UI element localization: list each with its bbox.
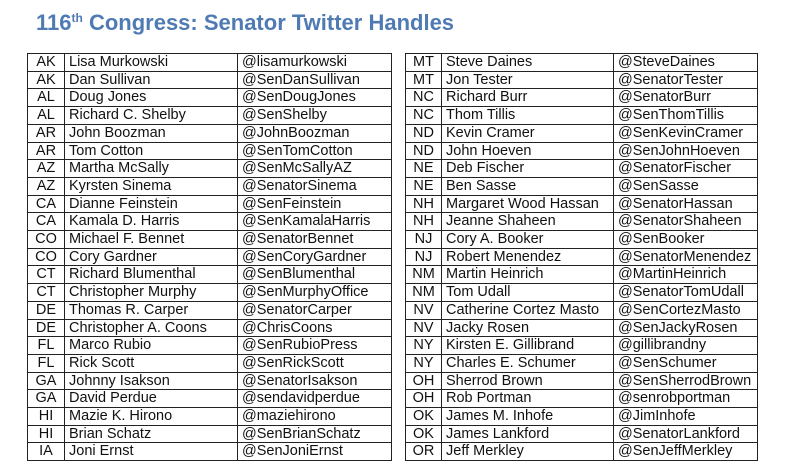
- twitter-handle-cell: @SenJeffMerkley: [614, 443, 758, 461]
- senator-name-cell: Sherrod Brown: [442, 372, 614, 390]
- state-cell: AK: [28, 71, 65, 89]
- senator-name-cell: John Boozman: [65, 124, 238, 142]
- state-cell: NC: [406, 89, 442, 107]
- senator-name-cell: Jeff Merkley: [442, 443, 614, 461]
- table-row: [406, 248, 758, 266]
- table-row: [28, 319, 392, 337]
- senator-name-cell: Lisa Murkowski: [65, 54, 238, 72]
- table-row: [406, 408, 758, 426]
- state-cell: FL: [28, 337, 65, 355]
- table-row: [28, 177, 392, 195]
- senator-name-cell: Martin Heinrich: [442, 266, 614, 284]
- twitter-handle-cell: @SenSherrodBrown: [614, 372, 758, 390]
- senator-name-cell: Thom Tillis: [442, 107, 614, 125]
- table-row: [406, 54, 758, 72]
- twitter-handle-cell: @SenBlumenthal: [238, 266, 392, 284]
- twitter-handle-cell: @SenatorMenendez: [614, 248, 758, 266]
- senator-name-cell: James Lankford: [442, 425, 614, 443]
- table-row: [28, 124, 392, 142]
- table-row: [28, 89, 392, 107]
- twitter-handle-cell: @SenatorBurr: [614, 89, 758, 107]
- twitter-handle-cell: @MartinHeinrich: [614, 266, 758, 284]
- twitter-handle-cell: @SenatorBennet: [238, 231, 392, 249]
- table-row: [406, 284, 758, 302]
- table-row: [28, 248, 392, 266]
- state-cell: CA: [28, 195, 65, 213]
- table-row: [28, 71, 392, 89]
- state-cell: AR: [28, 142, 65, 160]
- twitter-handle-cell: @SenBooker: [614, 231, 758, 249]
- table-row: [28, 107, 392, 125]
- senator-table-right-body: [406, 54, 758, 461]
- twitter-handle-cell: @sendavidperdue: [238, 390, 392, 408]
- twitter-handle-cell: @gillibrandny: [614, 337, 758, 355]
- state-cell: HI: [28, 425, 65, 443]
- table-row: [28, 266, 392, 284]
- table-row: [406, 124, 758, 142]
- twitter-handle-cell: @SenCortezMasto: [614, 301, 758, 319]
- table-row: [406, 107, 758, 125]
- senator-name-cell: David Perdue: [65, 390, 238, 408]
- twitter-handle-cell: @SenSasse: [614, 177, 758, 195]
- senator-name-cell: Doug Jones: [65, 89, 238, 107]
- table-row: [28, 284, 392, 302]
- table-row: [406, 301, 758, 319]
- table-row: [406, 443, 758, 461]
- state-cell: FL: [28, 354, 65, 372]
- senator-table-left: [27, 53, 392, 461]
- twitter-handle-cell: @SenCoryGardner: [238, 248, 392, 266]
- state-cell: NY: [406, 337, 442, 355]
- twitter-handle-cell: @SenTomCotton: [238, 142, 392, 160]
- table-row: [28, 390, 392, 408]
- table-row: [406, 390, 758, 408]
- senator-name-cell: Thomas R. Carper: [65, 301, 238, 319]
- twitter-handle-cell: @SenatorTomUdall: [614, 284, 758, 302]
- senator-name-cell: Dianne Feinstein: [65, 195, 238, 213]
- table-row: [28, 195, 392, 213]
- state-cell: NV: [406, 301, 442, 319]
- table-row: [406, 195, 758, 213]
- senator-table-left-body: [28, 54, 392, 461]
- twitter-handle-cell: @SenShelby: [238, 107, 392, 125]
- senator-table-right: [405, 53, 758, 461]
- twitter-handle-cell: @JimInhofe: [614, 408, 758, 426]
- title-ordinal-suffix: th: [71, 11, 83, 25]
- state-cell: NJ: [406, 248, 442, 266]
- twitter-handle-cell: @JohnBoozman: [238, 124, 392, 142]
- table-row: [28, 372, 392, 390]
- state-cell: NM: [406, 266, 442, 284]
- table-row: [28, 301, 392, 319]
- senator-name-cell: Kirsten E. Gillibrand: [442, 337, 614, 355]
- senator-name-cell: Dan Sullivan: [65, 71, 238, 89]
- twitter-handle-cell: @SenDougJones: [238, 89, 392, 107]
- table-row: [406, 319, 758, 337]
- senator-name-cell: Richard Burr: [442, 89, 614, 107]
- senator-name-cell: Rob Portman: [442, 390, 614, 408]
- state-cell: DE: [28, 301, 65, 319]
- senator-name-cell: Jeanne Shaheen: [442, 213, 614, 231]
- state-cell: CA: [28, 213, 65, 231]
- state-cell: OH: [406, 390, 442, 408]
- twitter-handle-cell: @SenKevinCramer: [614, 124, 758, 142]
- twitter-handle-cell: @SenSchumer: [614, 354, 758, 372]
- twitter-handle-cell: @SenBrianSchatz: [238, 425, 392, 443]
- twitter-handle-cell: @SenatorTester: [614, 71, 758, 89]
- senator-name-cell: James M. Inhofe: [442, 408, 614, 426]
- twitter-handle-cell: @senrobportman: [614, 390, 758, 408]
- state-cell: GA: [28, 390, 65, 408]
- table-row: [406, 231, 758, 249]
- senator-name-cell: Jacky Rosen: [442, 319, 614, 337]
- senator-name-cell: Johnny Isakson: [65, 372, 238, 390]
- senator-name-cell: Kevin Cramer: [442, 124, 614, 142]
- senator-name-cell: Robert Menendez: [442, 248, 614, 266]
- table-row: [28, 231, 392, 249]
- senator-name-cell: Steve Daines: [442, 54, 614, 72]
- state-cell: NY: [406, 354, 442, 372]
- twitter-handle-cell: @SenJohnHoeven: [614, 142, 758, 160]
- senator-name-cell: Michael F. Bennet: [65, 231, 238, 249]
- state-cell: MT: [406, 71, 442, 89]
- twitter-handle-cell: @SenJoniErnst: [238, 443, 392, 461]
- twitter-handle-cell: @SenatorIsakson: [238, 372, 392, 390]
- state-cell: CT: [28, 266, 65, 284]
- senator-name-cell: Catherine Cortez Masto: [442, 301, 614, 319]
- twitter-handle-cell: @SenThomTillis: [614, 107, 758, 125]
- state-cell: CO: [28, 248, 65, 266]
- senator-name-cell: Brian Schatz: [65, 425, 238, 443]
- table-row: [406, 372, 758, 390]
- table-row: [406, 354, 758, 372]
- twitter-handle-cell: @SenFeinstein: [238, 195, 392, 213]
- state-cell: OH: [406, 372, 442, 390]
- state-cell: AZ: [28, 177, 65, 195]
- title-text: Congress: Senator Twitter Handles: [82, 10, 455, 35]
- senator-name-cell: Jon Tester: [442, 71, 614, 89]
- twitter-handle-cell: @SenJackyRosen: [614, 319, 758, 337]
- table-row: [28, 160, 392, 178]
- twitter-handle-cell: @SenatorShaheen: [614, 213, 758, 231]
- senator-name-cell: Christopher Murphy: [65, 284, 238, 302]
- senator-name-cell: Marco Rubio: [65, 337, 238, 355]
- senator-name-cell: Tom Cotton: [65, 142, 238, 160]
- twitter-handle-cell: @SenMcSallyAZ: [238, 160, 392, 178]
- senator-name-cell: Margaret Wood Hassan: [442, 195, 614, 213]
- page-title: [36, 9, 454, 37]
- senator-name-cell: Tom Udall: [442, 284, 614, 302]
- state-cell: NV: [406, 319, 442, 337]
- table-row: [28, 354, 392, 372]
- senator-name-cell: Cory Gardner: [65, 248, 238, 266]
- twitter-handle-cell: @SenRickScott: [238, 354, 392, 372]
- twitter-handle-cell: @SenMurphyOffice: [238, 284, 392, 302]
- state-cell: MT: [406, 54, 442, 72]
- table-row: [406, 213, 758, 231]
- state-cell: NC: [406, 107, 442, 125]
- twitter-handle-cell: @SenatorCarper: [238, 301, 392, 319]
- senator-name-cell: Deb Fischer: [442, 160, 614, 178]
- senator-name-cell: John Hoeven: [442, 142, 614, 160]
- state-cell: HI: [28, 408, 65, 426]
- senator-name-cell: Richard Blumenthal: [65, 266, 238, 284]
- state-cell: NH: [406, 195, 442, 213]
- senator-name-cell: Joni Ernst: [65, 443, 238, 461]
- table-row: [406, 89, 758, 107]
- senator-name-cell: Martha McSally: [65, 160, 238, 178]
- state-cell: ND: [406, 124, 442, 142]
- title-ordinal: 116: [36, 10, 72, 35]
- senator-name-cell: Ben Sasse: [442, 177, 614, 195]
- twitter-handle-cell: @maziehirono: [238, 408, 392, 426]
- state-cell: AK: [28, 54, 65, 72]
- senator-name-cell: Christopher A. Coons: [65, 319, 238, 337]
- twitter-handle-cell: @SenatorLankford: [614, 425, 758, 443]
- table-row: [406, 160, 758, 178]
- twitter-handle-cell: @SenatorSinema: [238, 177, 392, 195]
- state-cell: ND: [406, 142, 442, 160]
- state-cell: NE: [406, 160, 442, 178]
- state-cell: AL: [28, 89, 65, 107]
- state-cell: NM: [406, 284, 442, 302]
- state-cell: DE: [28, 319, 65, 337]
- twitter-handle-cell: @SenDanSullivan: [238, 71, 392, 89]
- table-row: [406, 71, 758, 89]
- senator-name-cell: Kamala D. Harris: [65, 213, 238, 231]
- senator-name-cell: Charles E. Schumer: [442, 354, 614, 372]
- table-row: [406, 425, 758, 443]
- twitter-handle-cell: @lisamurkowski: [238, 54, 392, 72]
- state-cell: AZ: [28, 160, 65, 178]
- twitter-handle-cell: @SenRubioPress: [238, 337, 392, 355]
- table-row: [28, 425, 392, 443]
- twitter-handle-cell: @SenatorHassan: [614, 195, 758, 213]
- state-cell: OK: [406, 425, 442, 443]
- state-cell: GA: [28, 372, 65, 390]
- senator-name-cell: Cory A. Booker: [442, 231, 614, 249]
- state-cell: AR: [28, 124, 65, 142]
- state-cell: IA: [28, 443, 65, 461]
- table-row: [28, 142, 392, 160]
- table-row: [406, 142, 758, 160]
- senator-name-cell: Mazie K. Hirono: [65, 408, 238, 426]
- twitter-handle-cell: @SenKamalaHarris: [238, 213, 392, 231]
- state-cell: NJ: [406, 231, 442, 249]
- state-cell: CO: [28, 231, 65, 249]
- table-row: [28, 443, 392, 461]
- senator-name-cell: Rick Scott: [65, 354, 238, 372]
- senator-name-cell: Richard C. Shelby: [65, 107, 238, 125]
- table-row: [406, 177, 758, 195]
- state-cell: CT: [28, 284, 65, 302]
- state-cell: NE: [406, 177, 442, 195]
- table-row: [406, 337, 758, 355]
- table-row: [28, 54, 392, 72]
- twitter-handle-cell: @ChrisCoons: [238, 319, 392, 337]
- twitter-handle-cell: @SteveDaines: [614, 54, 758, 72]
- table-row: [28, 337, 392, 355]
- state-cell: OR: [406, 443, 442, 461]
- state-cell: NH: [406, 213, 442, 231]
- table-row: [406, 266, 758, 284]
- table-row: [28, 408, 392, 426]
- senator-name-cell: Kyrsten Sinema: [65, 177, 238, 195]
- state-cell: OK: [406, 408, 442, 426]
- table-row: [28, 213, 392, 231]
- state-cell: AL: [28, 107, 65, 125]
- twitter-handle-cell: @SenatorFischer: [614, 160, 758, 178]
